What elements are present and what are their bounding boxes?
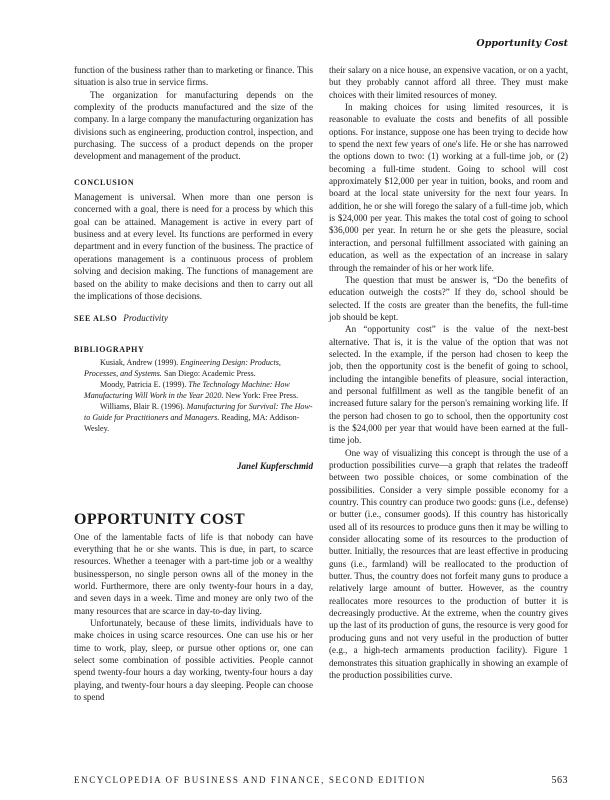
paragraph: In making choices for using limited resources, it is reasonable to evaluate the costs and benefits of all possible options. For instance, suppose one has been trying to decide how to spend the next few years of one's life. He or she has narrowed the options down to two: (1) working at a full-time job, or (2) becoming a full-time student. Going to school will cost approximately $12,000 per year in tuition, books, and room and board at the local state university for the next four years. In addition, he or she will forego the salary of a full-time job, which is $24,000 per year. This makes the total cost of going to school $36,000 per year. In return he or she gets the pleasure, social interaction, and personal fulfillment associated with gaining an education, as well as the expectation of an increase in salary through the remainder of his or her work life.	[329, 102, 568, 273]
paragraph: their salary on a nice house, an expensive vacation, or on a yacht, but they probably cannot afford all three. They must make choices with their limited resources of money.	[329, 65, 568, 100]
see-also-link[interactable]: Productivity	[123, 313, 168, 324]
page-number: 563	[551, 775, 568, 786]
author-signature: Janel Kupferschmid	[236, 460, 313, 471]
bibliography-entry: Moody, Patricia E. (1999). The Technology Machine: How Manufacturing Will Work in the Year 2020. New York: Free Press.	[84, 379, 299, 400]
paragraph: One of the lamentable facts of life is that nobody can have everything that he or she wants. This is due, in part, to scarce resources. Whether a teenager with a part-time job or a wealthy businessperson, no single person owns all of the money in the world. Furthermore, there are only twenty-four hours in a day, and seven days in a week. Time and money are only two of the many resources that are scarce in day-to-day living.	[74, 531, 313, 616]
paragraph: The question that must be answer is, “Do the benefits of education outweigh the costs?” If they do, school should be selected. If the costs are greater than the benefits, the full-time job should be kept.	[329, 274, 568, 322]
see-also-label: SEE ALSO	[74, 314, 118, 324]
publication-title: ENCYCLOPEDIA OF BUSINESS AND FINANCE, SECOND EDITION	[74, 775, 426, 785]
bibliography-heading: BIBLIOGRAPHY	[74, 344, 145, 354]
running-head: Opportunity Cost	[476, 38, 568, 49]
paragraph: function of the business rather than to marketing or finance. This situation is also true in service firms.	[74, 65, 313, 88]
left-column	[74, 64, 313, 703]
paragraph: The organization for manufacturing depends on the complexity of the products manufactured and the size of the company. In a large company the manufacturing organization has divisions such as engineering, production control, inspection, and purchasing. The success of a product depends on the proper development and management of the product.	[74, 89, 313, 162]
bibliography-entry: Kusiak, Andrew (1999). Engineering Design: Products, Processes, and Systems. San Diego: Academic Press.	[84, 357, 281, 378]
paragraph: Unfortunately, because of these limits, individuals have to make choices in using scarce resources. One can use his or her time to work, play, sleep, or pursue other options or, one can select some combination of possible activities. People cannot spend twenty-four hours a day working, twenty-four hours a day playing, and twenty-four hours a day sleeping. People can choose to spend	[74, 617, 313, 703]
see-also	[74, 312, 313, 325]
paragraph: An “opportunity cost” is the value of the next-best alternative. That is, it is the value of the option that was not selected. In the example, if the person had chosen to keep the job, then the opportunity cost is the benefit of going to school, including the intangible benefits of pleasure, social interaction, and personal fulfillment as well as the tangible benefit of an increased future salary for the person's remaining working life. If the person had chosen to go to school, then the opportunity cost is the $24,000 per year that would have been earned at the full-time job.	[329, 324, 568, 446]
conclusion-paragraph: Management is universal. When more than one person is concerned with a goal, there is need for a process by which this goal can be attained. Management is active in every part of business and at every level. Its functions are performed in every department and in every function of the business. The practice of operations management is a continuous process of problem solving and decision making. The functions of management are based on the ability to make decisions and then to carry out all the implications of those decisions.	[74, 192, 313, 301]
entry-title: OPPORTUNITY COST	[74, 511, 246, 529]
paragraph: One way of visualizing this concept is through the use of a production possibilities curve—a graph that relates the tradeoff between two possible choices, or some combination of the possibilities. Consider a very simple possible economy for a country. This country can produce two goods: guns (i.e., defense) or butter (i.e., consumer goods). If this country has historically used all of its resources to produce guns then it may be willing to consider allocating some of its resources to the production of butter. Initially, the resources that are least effective in producing guns (i.e., farmland) will be reallocated to the production of butter. Thus, the country does not forfeit many guns to produce a relatively large amount of butter. However, as the country reallocates more resources to the production of butter it is decreasingly productive. At the extreme, when the country gives up the last of its production of guns, the resource is very good for producing guns and not very useful in the production of butter (e.g., a high-tech armaments production facility). Figure 1 demonstrates this situation graphically in showing an example of the production possibilities curve.	[329, 447, 568, 680]
conclusion-heading: CONCLUSION	[74, 177, 135, 187]
bibliography-entry: Williams, Blair R. (1996). Manufacturing for Survival: The How-to Guide for Practitioners and Managers. Reading, MA: Addison-Wesley.	[84, 401, 313, 433]
body-columns	[74, 64, 568, 703]
page-footer	[74, 775, 568, 785]
right-column	[329, 64, 568, 703]
